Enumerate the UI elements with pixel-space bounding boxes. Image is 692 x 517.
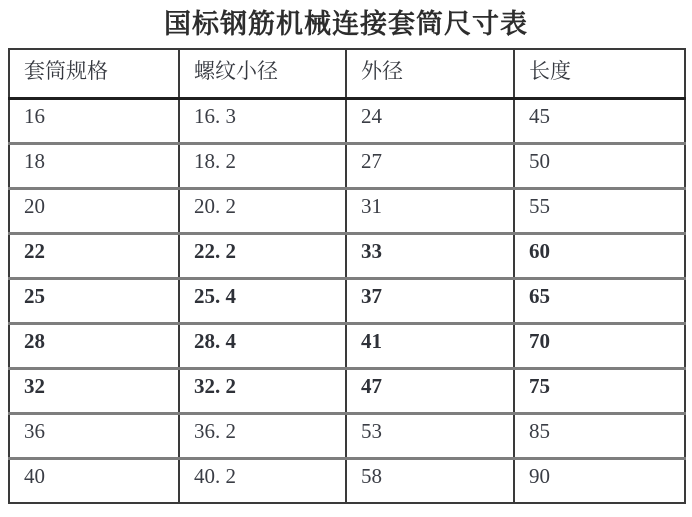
- table-cell: 47: [346, 368, 514, 413]
- table-row: [9, 368, 685, 413]
- table-cell: 22: [9, 233, 179, 278]
- page-title: 国标钢筋机械连接套筒尺寸表: [164, 9, 528, 39]
- table-cell: 41: [346, 323, 514, 368]
- header-cell-outer-diameter: 外径: [346, 49, 514, 98]
- table-cell: 25. 4: [179, 278, 346, 323]
- table-cell: 65: [514, 278, 685, 323]
- table-body: [9, 98, 685, 503]
- table-row: [9, 98, 685, 143]
- table-row: [9, 323, 685, 368]
- table-cell: 58: [346, 458, 514, 503]
- header-cell-length: 长度: [514, 49, 685, 98]
- table-row: [9, 278, 685, 323]
- header-cell-spec: 套筒规格: [9, 49, 179, 98]
- table-cell: 32: [9, 368, 179, 413]
- header-cell-minor-diameter: 螺纹小径: [179, 49, 346, 98]
- table-cell: 50: [514, 143, 685, 188]
- sleeve-size-table: [8, 48, 686, 504]
- table-row: [9, 413, 685, 458]
- table-header-row: [9, 49, 685, 98]
- table-cell: 60: [514, 233, 685, 278]
- table-cell: 45: [514, 98, 685, 143]
- table-cell: 28. 4: [179, 323, 346, 368]
- table-cell: 31: [346, 188, 514, 233]
- table-cell: 32. 2: [179, 368, 346, 413]
- table-header: [9, 49, 685, 98]
- table-cell: 18. 2: [179, 143, 346, 188]
- table-cell: 20: [9, 188, 179, 233]
- table-cell: 22. 2: [179, 233, 346, 278]
- table-row: [9, 143, 685, 188]
- table-cell: 27: [346, 143, 514, 188]
- table-cell: 36: [9, 413, 179, 458]
- table-cell: 37: [346, 278, 514, 323]
- table-cell: 40: [9, 458, 179, 503]
- table-cell: 16. 3: [179, 98, 346, 143]
- table-cell: 25: [9, 278, 179, 323]
- table-cell: 16: [9, 98, 179, 143]
- table-cell: 18: [9, 143, 179, 188]
- table-cell: 53: [346, 413, 514, 458]
- table-cell: 20. 2: [179, 188, 346, 233]
- table-cell: 90: [514, 458, 685, 503]
- table-row: [9, 188, 685, 233]
- table-cell: 55: [514, 188, 685, 233]
- table-cell: 40. 2: [179, 458, 346, 503]
- table-row: [9, 233, 685, 278]
- table-cell: 85: [514, 413, 685, 458]
- table-cell: 33: [346, 233, 514, 278]
- table-cell: 70: [514, 323, 685, 368]
- table-row: [9, 458, 685, 503]
- table-cell: 75: [514, 368, 685, 413]
- table-cell: 36. 2: [179, 413, 346, 458]
- table-cell: 28: [9, 323, 179, 368]
- table-cell: 24: [346, 98, 514, 143]
